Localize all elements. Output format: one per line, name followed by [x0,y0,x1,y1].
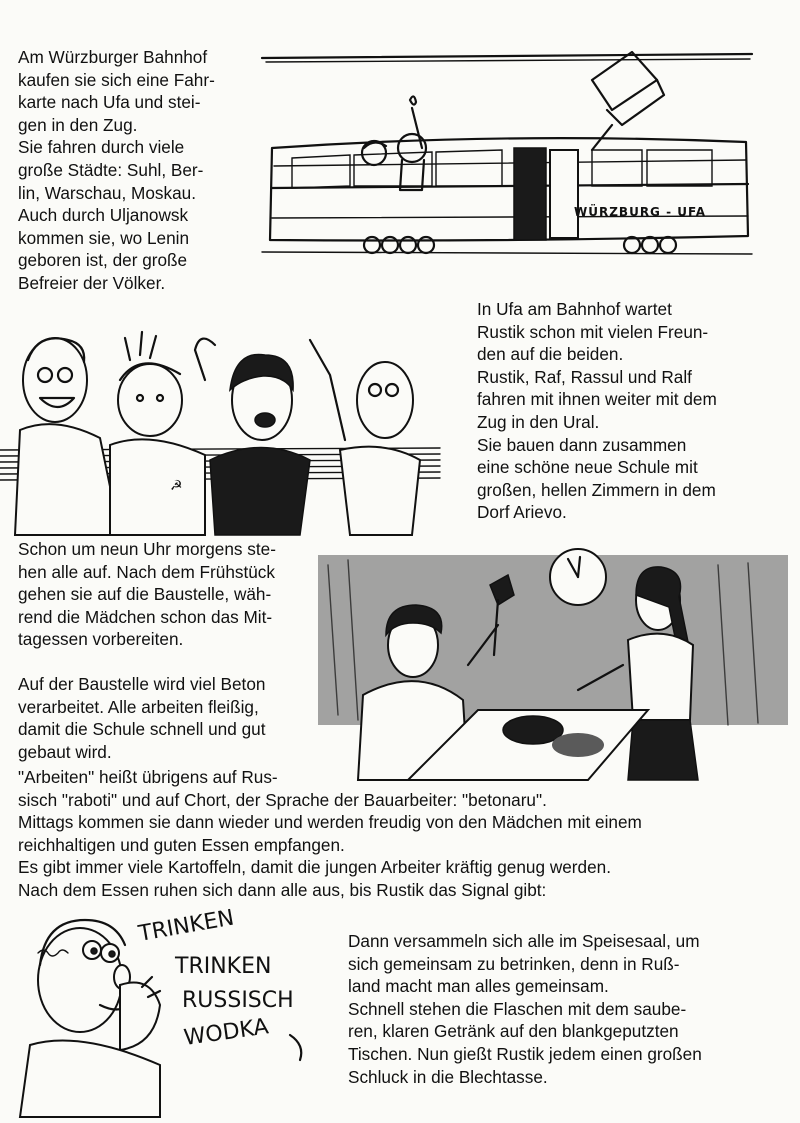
paragraph-work-and-lunch [18,766,788,902]
text-line: kommen sie, wo Lenin [18,227,190,248]
text-line: "Arbeiten" heißt übrigens auf Rus- [18,767,278,787]
text-line: Schnell stehen die Flaschen mit dem saube- [348,998,687,1019]
train-sign-text: WÜRZBURG - UFA [574,205,707,219]
text-line: Dann versammeln sich alle im Speisesaal, um [348,931,700,951]
text-line: Befreier der Völker. [18,272,166,293]
text-line: sich gemeinsam zu betrinken, denn in Ruß- [348,953,680,974]
text-line: In Ufa am Bahnhof wartet [477,299,672,319]
speech-line-1: TRINKEN [136,905,237,947]
text-line: eine schöne neue Schule mit [477,457,698,478]
text-line: Mittags kommen sie dann wieder und werden freudig von den Mädchen mit einem [18,812,642,833]
speech-line-4: WODKA [182,1014,271,1051]
text-line: Es gibt immer viele Kartoffeln, damit die jungen Arbeiter kräftig genug werden. [18,857,611,878]
text-line: verarbeitet. Alle arbeiten fleißig, [18,696,259,717]
text-line: Dorf Arievo. [477,502,567,523]
text-line: ren, klaren Getränk auf den blankgeputzten [348,1021,679,1042]
text-line: Am Würzburger Bahnhof [18,47,208,67]
text-line: Zug in den Ural. [477,411,600,432]
text-line: fahren mit ihnen weiter mit dem [477,389,717,410]
kitchen-illustration [318,555,788,780]
text-line: geboren ist, der große [18,250,188,271]
train-illustration [262,40,762,265]
text-line: gehen sie auf die Baustelle, wäh- [18,584,272,605]
rustik-shouting-illustration [10,905,340,1117]
speech-line-2: TRINKEN [175,954,272,979]
paragraph-morning [18,538,318,763]
text-line: kaufen sie sich eine Fahr- [18,69,215,90]
text-line: Schluck in die Blechtasse. [348,1066,548,1087]
text-line: gen in den Zug. [18,114,138,135]
text-line: großen, hellen Zimmern in dem [477,479,716,500]
text-line: reichhaltigen und guten Essen empfangen. [18,834,345,855]
paragraph-vodka [348,930,788,1088]
text-line: Rustik, Raf, Rassul und Ralf [477,366,692,387]
text-line: Auch durch Uljanowsk [18,205,189,226]
text-line: Sie fahren durch viele [18,137,185,158]
text-line: große Städte: Suhl, Ber- [18,159,204,180]
text-line: Nach dem Essen ruhen sich dann alle aus, bis Rustik das Signal gibt: [18,879,547,900]
text-line: Schon um neun Uhr morgens ste- [18,539,276,559]
text-line: rend die Mädchen schon das Mit- [18,606,273,627]
text-line: damit die Schule schnell und gut [18,719,266,740]
text-line: lin, Warschau, Moskau. [18,182,196,203]
text-line: Auf der Baustelle wird viel Beton [18,673,266,694]
paragraph-ufa-arrival [477,298,777,524]
text-line: tagessen vorbereiten. [18,629,184,650]
text-line: Sie bauen dann zusammen [477,434,687,455]
text-line: sisch "raboti" und auf Chort, der Sprache der Bauarbeiter: "betonaru". [18,789,547,810]
text-line: karte nach Ufa und stei- [18,92,201,113]
svg-text:☭: ☭ [170,477,183,493]
text-line: land macht man alles gemeinsam. [348,976,609,997]
speech-line-3: RUSSISCH [182,988,294,1013]
text-line: hen alle auf. Nach dem Frühstück [18,561,275,582]
friends-illustration [0,320,470,535]
text-line: Tischen. Nun gießt Rustik jedem einen großen [348,1043,702,1064]
paragraph-train-journey [18,46,258,295]
text-line: Rustik schon mit vielen Freun- [477,321,709,342]
text-line: den auf die beiden. [477,344,624,365]
text-line: gebaut wird. [18,741,112,762]
